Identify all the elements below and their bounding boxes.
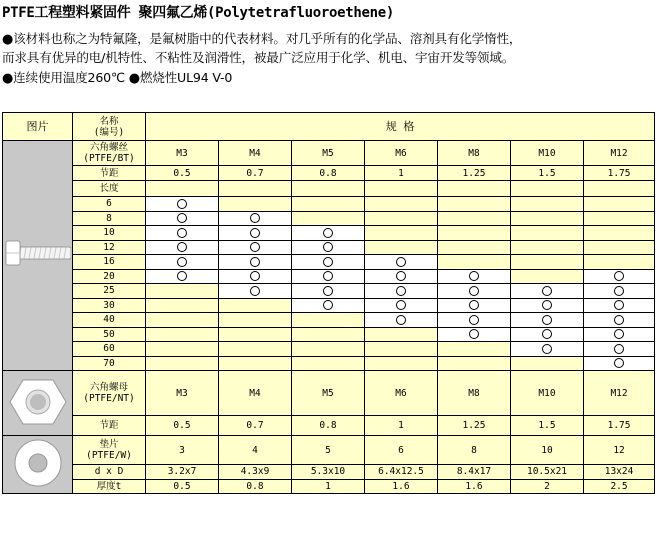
nut-pitch: 1.75 — [584, 416, 655, 436]
available-circle-icon — [542, 329, 552, 339]
available-circle-icon — [614, 315, 624, 325]
availability-cell — [365, 269, 438, 284]
screw-size: M8 — [438, 141, 511, 166]
available-circle-icon — [614, 329, 624, 339]
length-label: 长度 — [73, 181, 146, 197]
empty-cell — [365, 327, 438, 342]
availability-cell — [584, 313, 655, 328]
availability-cell — [438, 327, 511, 342]
empty-cell — [219, 313, 292, 328]
available-circle-icon — [396, 300, 406, 310]
availability-cell — [292, 298, 365, 313]
washer-thickness: 1.6 — [365, 479, 438, 494]
available-circle-icon — [250, 213, 260, 223]
name-line1: 垫片 — [99, 439, 119, 450]
nut-pitch: 0.5 — [146, 416, 219, 436]
empty-cell — [146, 327, 219, 342]
availability-cell — [584, 298, 655, 313]
header-name-line2: (编号) — [93, 126, 125, 138]
washer-thickness: 0.5 — [146, 479, 219, 494]
washer-dxd: 3.2x7 — [146, 465, 219, 480]
empty-cell — [219, 298, 292, 313]
length-value: 8 — [73, 211, 146, 226]
nut-pitch: 1.5 — [511, 416, 584, 436]
availability-cell — [219, 211, 292, 226]
hex-nut-icon — [7, 374, 69, 430]
nut-pitch-label: 节距 — [73, 416, 146, 436]
available-circle-icon — [250, 286, 260, 296]
availability-cell — [146, 269, 219, 284]
availability-cell — [146, 255, 219, 270]
empty-cell — [146, 356, 219, 371]
nut-size: M3 — [146, 371, 219, 416]
washer-size-row — [3, 436, 655, 465]
nut-pitch: 1 — [365, 416, 438, 436]
length-value: 10 — [73, 226, 146, 241]
availability-cell — [146, 211, 219, 226]
empty-cell — [146, 313, 219, 328]
available-circle-icon — [469, 315, 479, 325]
empty-cell — [365, 356, 438, 371]
length-row — [3, 197, 655, 212]
empty-cell — [292, 342, 365, 357]
washer-dxd: 4.3x9 — [219, 465, 292, 480]
empty-cell — [146, 181, 219, 197]
availability-cell — [511, 298, 584, 313]
length-row — [3, 313, 655, 328]
washer-thickness-label: 厚度t — [73, 479, 146, 494]
empty-cell — [584, 181, 655, 197]
available-circle-icon — [177, 271, 187, 281]
name-line1: 六角螺母 — [89, 382, 128, 393]
empty-cell — [292, 313, 365, 328]
availability-cell — [146, 240, 219, 255]
screw-size: M10 — [511, 141, 584, 166]
availability-cell — [219, 269, 292, 284]
washer-dxd: 10.5x21 — [511, 465, 584, 480]
screw-pitch: 1.75 — [584, 166, 655, 181]
empty-cell — [219, 197, 292, 212]
washer-thickness: 1.6 — [438, 479, 511, 494]
available-circle-icon — [323, 271, 333, 281]
availability-cell — [438, 269, 511, 284]
empty-cell — [219, 327, 292, 342]
empty-cell — [511, 356, 584, 371]
available-circle-icon — [250, 257, 260, 267]
length-value: 6 — [73, 197, 146, 212]
available-circle-icon — [469, 271, 479, 281]
available-circle-icon — [469, 286, 479, 296]
availability-cell — [219, 255, 292, 270]
washer-dxd: 8.4x17 — [438, 465, 511, 480]
name-line2: (PTFE/BT) — [83, 153, 135, 164]
empty-cell — [511, 197, 584, 212]
length-value: 50 — [73, 327, 146, 342]
hex-screw-icon — [5, 233, 71, 275]
bullet-icon: ● — [2, 32, 14, 47]
intro-text-1: 该材料也称之为特氟隆，是氟树脂中的代表材料。对几乎所有的化学品、溶剂具有化学惰性， — [13, 31, 522, 46]
availability-cell — [146, 226, 219, 241]
empty-cell — [292, 211, 365, 226]
available-circle-icon — [614, 271, 624, 281]
availability-cell — [292, 255, 365, 270]
availability-cell — [292, 240, 365, 255]
empty-cell — [584, 211, 655, 226]
empty-cell — [438, 240, 511, 255]
washer-dxd-row — [3, 465, 655, 480]
screw-pitch: 1 — [365, 166, 438, 181]
availability-cell — [292, 269, 365, 284]
screw-pitch: 0.8 — [292, 166, 365, 181]
washer-dxd-label: d x D — [73, 465, 146, 480]
bullet-icon: ● — [2, 71, 14, 86]
length-row — [3, 342, 655, 357]
available-circle-icon — [614, 358, 624, 368]
empty-cell — [365, 342, 438, 357]
length-row — [3, 284, 655, 299]
available-circle-icon — [177, 213, 187, 223]
empty-cell — [438, 356, 511, 371]
nut-size-row — [3, 371, 655, 416]
screw-pitch: 0.7 — [219, 166, 292, 181]
availability-cell — [219, 226, 292, 241]
header-row — [3, 113, 655, 141]
screw-size: M4 — [219, 141, 292, 166]
name-line2: (PTFE/W) — [86, 450, 132, 461]
available-circle-icon — [250, 242, 260, 252]
empty-cell — [511, 226, 584, 241]
availability-cell — [438, 284, 511, 299]
available-circle-icon — [177, 257, 187, 267]
washer-size: 8 — [438, 436, 511, 465]
empty-cell — [219, 342, 292, 357]
screw-pitch-label: 节距 — [73, 166, 146, 181]
available-circle-icon — [323, 242, 333, 252]
empty-cell — [219, 181, 292, 197]
nut-name — [73, 371, 146, 416]
length-value: 20 — [73, 269, 146, 284]
length-label-row — [3, 181, 655, 197]
page-title: PTFE工程塑料紧固件 聚四氟乙烯(Polytetrafluoroethene) — [2, 5, 395, 21]
availability-cell — [584, 327, 655, 342]
availability-cell — [584, 284, 655, 299]
empty-cell — [511, 181, 584, 197]
washer-thickness: 2.5 — [584, 479, 655, 494]
washer-image-cell — [3, 436, 73, 494]
available-circle-icon — [396, 257, 406, 267]
available-circle-icon — [323, 300, 333, 310]
empty-cell — [511, 211, 584, 226]
washer-size: 10 — [511, 436, 584, 465]
available-circle-icon — [177, 199, 187, 209]
nut-pitch: 0.8 — [292, 416, 365, 436]
spec-table — [2, 112, 655, 494]
empty-cell — [438, 211, 511, 226]
nut-image-cell — [3, 371, 73, 436]
available-circle-icon — [542, 300, 552, 310]
intro-line-2 — [2, 49, 521, 67]
empty-cell — [292, 356, 365, 371]
screw-pitch-row — [3, 166, 655, 181]
available-circle-icon — [250, 228, 260, 238]
empty-cell — [584, 226, 655, 241]
screw-pitch: 0.5 — [146, 166, 219, 181]
length-row — [3, 327, 655, 342]
availability-cell — [292, 284, 365, 299]
header-picture: 图片 — [3, 113, 73, 141]
length-value: 12 — [73, 240, 146, 255]
washer-thickness: 1 — [292, 479, 365, 494]
availability-cell — [511, 284, 584, 299]
available-circle-icon — [323, 257, 333, 267]
washer-size: 12 — [584, 436, 655, 465]
available-circle-icon — [542, 315, 552, 325]
availability-cell — [365, 298, 438, 313]
nut-size: M12 — [584, 371, 655, 416]
empty-cell — [438, 255, 511, 270]
availability-cell — [584, 269, 655, 284]
empty-cell — [584, 240, 655, 255]
screw-name — [73, 141, 146, 166]
washer-size: 6 — [365, 436, 438, 465]
available-circle-icon — [614, 344, 624, 354]
screw-size: M12 — [584, 141, 655, 166]
length-row — [3, 211, 655, 226]
availability-cell — [292, 226, 365, 241]
header-name-line1: 名称 — [99, 115, 119, 127]
availability-cell — [219, 240, 292, 255]
empty-cell — [146, 284, 219, 299]
available-circle-icon — [396, 286, 406, 296]
empty-cell — [365, 240, 438, 255]
available-circle-icon — [323, 228, 333, 238]
empty-cell — [146, 342, 219, 357]
nut-size: M5 — [292, 371, 365, 416]
empty-cell — [438, 181, 511, 197]
availability-cell — [365, 284, 438, 299]
available-circle-icon — [469, 329, 479, 339]
available-circle-icon — [396, 271, 406, 281]
screw-image-cell — [3, 141, 73, 371]
empty-cell — [584, 255, 655, 270]
length-value: 16 — [73, 255, 146, 270]
nut-size: M10 — [511, 371, 584, 416]
name-line2: (PTFE/NT) — [83, 393, 135, 404]
available-circle-icon — [250, 271, 260, 281]
length-row — [3, 269, 655, 284]
washer-size: 3 — [146, 436, 219, 465]
washer-name — [73, 436, 146, 465]
nut-pitch: 0.7 — [219, 416, 292, 436]
washer-thickness: 0.8 — [219, 479, 292, 494]
property-flammability: 燃烧性UL94 V-0 — [139, 70, 233, 85]
length-row — [3, 298, 655, 313]
empty-cell — [438, 197, 511, 212]
washer-dxd: 6.4x12.5 — [365, 465, 438, 480]
properties-line — [2, 69, 521, 88]
available-circle-icon — [614, 286, 624, 296]
length-row — [3, 255, 655, 270]
nut-size: M4 — [219, 371, 292, 416]
nut-size: M6 — [365, 371, 438, 416]
availability-cell — [511, 327, 584, 342]
washer-dxd: 5.3x10 — [292, 465, 365, 480]
available-circle-icon — [542, 286, 552, 296]
empty-cell — [219, 356, 292, 371]
availability-cell — [438, 298, 511, 313]
availability-cell — [438, 313, 511, 328]
screw-size: M5 — [292, 141, 365, 166]
empty-cell — [365, 226, 438, 241]
availability-cell — [584, 342, 655, 357]
screw-pitch: 1.5 — [511, 166, 584, 181]
length-value: 70 — [73, 356, 146, 371]
availability-cell — [219, 284, 292, 299]
header-name — [73, 113, 146, 141]
empty-cell — [438, 226, 511, 241]
empty-cell — [511, 255, 584, 270]
bullet-icon: ● — [128, 71, 140, 86]
availability-cell — [511, 313, 584, 328]
property-temperature: 连续使用温度260℃ — [13, 70, 125, 85]
empty-cell — [584, 197, 655, 212]
length-value: 40 — [73, 313, 146, 328]
intro-text-2: 而求具有优异的电/机特性、不粘性及润滑性，被最广泛应用于化学、机电、宇宙开发等领域。 — [2, 50, 515, 65]
available-circle-icon — [177, 228, 187, 238]
length-value: 30 — [73, 298, 146, 313]
empty-cell — [365, 197, 438, 212]
nut-size: M8 — [438, 371, 511, 416]
washer-icon — [7, 436, 69, 490]
length-value: 60 — [73, 342, 146, 357]
screw-size: M3 — [146, 141, 219, 166]
empty-cell — [511, 269, 584, 284]
length-row — [3, 240, 655, 255]
available-circle-icon — [323, 286, 333, 296]
name-line1: 六角螺丝 — [89, 142, 128, 153]
availability-cell — [146, 197, 219, 212]
screw-size: M6 — [365, 141, 438, 166]
washer-thickness-row — [3, 479, 655, 494]
available-circle-icon — [614, 300, 624, 310]
availability-cell — [584, 356, 655, 371]
empty-cell — [292, 197, 365, 212]
screw-size-row — [3, 141, 655, 166]
empty-cell — [438, 342, 511, 357]
header-spec: 规 格 — [146, 113, 655, 141]
available-circle-icon — [177, 242, 187, 252]
empty-cell — [292, 327, 365, 342]
screw-pitch: 1.25 — [438, 166, 511, 181]
washer-size: 5 — [292, 436, 365, 465]
length-value: 25 — [73, 284, 146, 299]
nut-pitch-row — [3, 416, 655, 436]
washer-dxd: 13x24 — [584, 465, 655, 480]
available-circle-icon — [469, 300, 479, 310]
available-circle-icon — [396, 315, 406, 325]
availability-cell — [511, 342, 584, 357]
empty-cell — [146, 298, 219, 313]
intro-section — [2, 30, 521, 88]
empty-cell — [365, 211, 438, 226]
availability-cell — [365, 313, 438, 328]
available-circle-icon — [542, 344, 552, 354]
washer-size: 4 — [219, 436, 292, 465]
washer-thickness: 2 — [511, 479, 584, 494]
length-row — [3, 226, 655, 241]
intro-line-1 — [2, 30, 521, 49]
empty-cell — [292, 181, 365, 197]
availability-cell — [365, 255, 438, 270]
nut-pitch: 1.25 — [438, 416, 511, 436]
empty-cell — [365, 181, 438, 197]
length-row — [3, 356, 655, 371]
empty-cell — [511, 240, 584, 255]
